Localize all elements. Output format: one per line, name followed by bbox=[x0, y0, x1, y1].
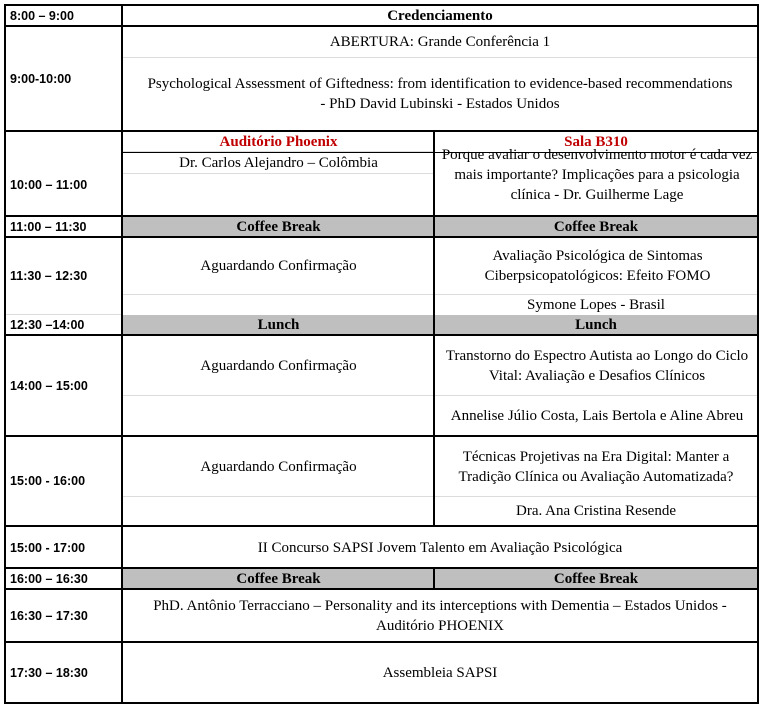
room-header-phoenix: Auditório Phoenix bbox=[219, 134, 338, 150]
session-b310-title: Técnicas Projetivas na Era Digital: Manter a Tradição Clínica ou Avaliação Automatizada? bbox=[458, 448, 734, 485]
session-keynote: Psychological Assessment of Giftedness: from identification to evidence-based recommendations - PhD David Lubinski - Estados Unidos bbox=[147, 76, 733, 112]
grid-line bbox=[757, 4, 759, 704]
session-b310-title: Transtorno do Espectro Autista ao Longo do Ciclo Vital: Avaliação e Desafios Clínicos bbox=[445, 347, 749, 384]
session-b310: Porque avaliar o desenvolvimento motor é cada vez mais importante? Implicações para a psicologia clínica - Dr. Guilherme Lage bbox=[441, 147, 753, 203]
time-slot: 15:00 - 17:00 bbox=[10, 540, 86, 555]
time-slot: 11:30 – 12:30 bbox=[10, 269, 88, 283]
session-phoenix: Aguardando Confirmação bbox=[200, 258, 357, 274]
session-b310-speaker: Annelise Júlio Costa, Lais Bertola e Aline Abreu bbox=[450, 407, 744, 424]
lunch-b310: Lunch bbox=[575, 317, 617, 333]
time-slot: 16:00 – 16:30 bbox=[10, 572, 88, 586]
session-abertura: ABERTURA: Grande Conferência 1 bbox=[329, 34, 551, 50]
session-b310-speaker: Dra. Ana Cristina Resende bbox=[516, 503, 676, 519]
coffee-break-b310: Coffee Break bbox=[553, 219, 639, 235]
session-concurso: II Concurso SAPSI Jovem Talento em Avaliação Psicológica bbox=[257, 539, 623, 556]
session-b310-speaker: Symone Lopes - Brasil bbox=[527, 297, 665, 313]
session-phoenix: Aguardando Confirmação bbox=[200, 458, 357, 475]
session-credenciamento: Credenciamento bbox=[387, 8, 493, 24]
session-assembleia: Assembleia SAPSI bbox=[382, 665, 498, 681]
time-slot: 8:00 – 9:00 bbox=[10, 9, 74, 23]
time-slot: 16:30 – 17:30 bbox=[10, 609, 88, 623]
time-slot: 10:00 – 11:00 bbox=[10, 177, 88, 192]
coffee-break-phoenix: Coffee Break bbox=[236, 571, 321, 587]
session-terracciano: PhD. Antônio Terracciano – Personality and its interceptions with Dementia – Estados Unidos - Auditório PHOENIX bbox=[153, 598, 727, 634]
divider bbox=[123, 173, 434, 174]
session-phoenix: Dr. Carlos Alejandro – Colômbia bbox=[179, 154, 378, 171]
time-slot: 12:30 –14:00 bbox=[10, 318, 85, 332]
coffee-break-phoenix: Coffee Break bbox=[236, 219, 321, 235]
time-slot: 9:00-10:00 bbox=[10, 72, 72, 86]
time-slot: 15:00 - 16:00 bbox=[10, 474, 86, 488]
time-slot: 17:30 – 18:30 bbox=[10, 666, 88, 680]
coffee-break-b310: Coffee Break bbox=[553, 571, 639, 587]
time-slot: 14:00 – 15:00 bbox=[10, 379, 88, 393]
room-header-b310: Sala B310 bbox=[564, 134, 628, 150]
lunch-phoenix: Lunch bbox=[257, 317, 300, 333]
time-slot: 11:00 – 11:30 bbox=[10, 220, 87, 234]
session-b310-title: Avaliação Psicológica de Sintomas Ciberpsicopatológicos: Efeito FOMO bbox=[484, 248, 711, 284]
session-phoenix: Aguardando Confirmação bbox=[200, 357, 357, 374]
